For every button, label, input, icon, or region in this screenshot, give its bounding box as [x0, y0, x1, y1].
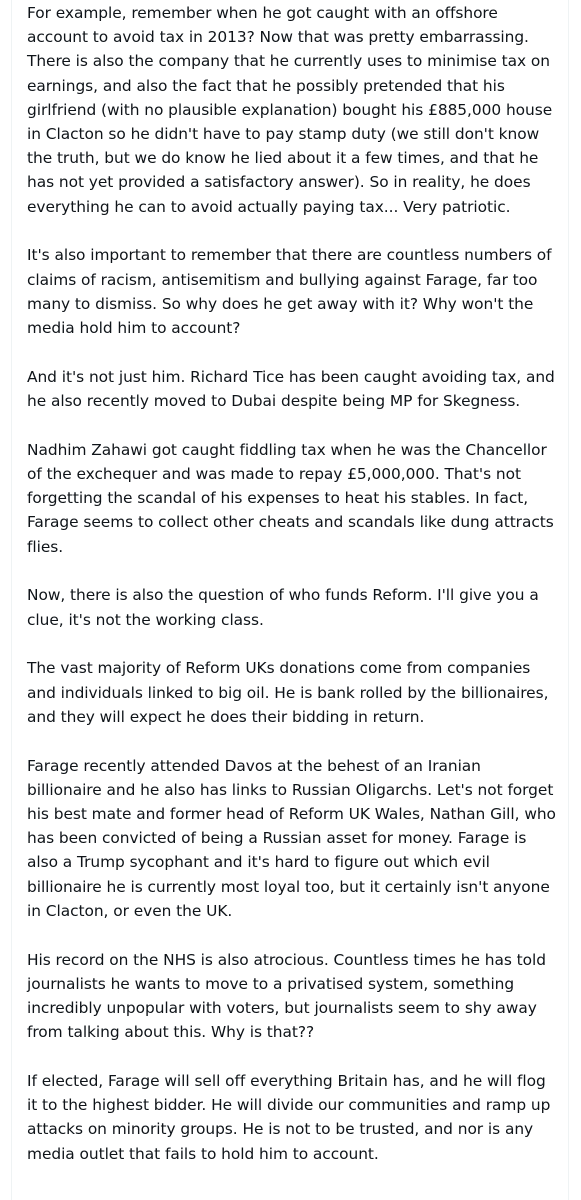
- article-paragraph: Nadhim Zahawi got caught fiddling tax when he was the Chancellor of the exchequer and was made to repay £5,000,000. That's not forgetting the scandal of his expenses to heat his stables. In fact, Farage seems to collect other cheats and scandals like dung attracts flies.: [27, 440, 554, 556]
- article-paragraph: It's also important to remember that there are countless numbers of claims of racism, antisemitism and bullying against Farage, far too many to dismiss. So why does he get away with it? Why won't the media hold him to account?: [27, 246, 552, 338]
- article-paragraph: Now, there is also the question of who funds Reform. I'll give you a clue, it's not the working class.: [27, 586, 539, 629]
- article-paragraph: The vast majority of Reform UKs donations come from companies and individuals linked to big oil. He is bank rolled by the billionaires, and they will expect he does their bidding in return.: [27, 659, 549, 726]
- article-paragraph: And it's not just him. Richard Tice has been caught avoiding tax, and he also recently moved to Dubai despite being MP for Skegness.: [27, 367, 555, 411]
- article-paragraph: His record on the NHS is also atrocious. Countless times he has told journalists he wants to move to a privatised system, something incredibly unpopular with voters, but journalists seem to shy away from talking about this. Why is that??: [27, 950, 546, 1042]
- article-paragraph: If elected, Farage will sell off everything Britain has, and he will flog it to the highest bidder. He will divide our communities and ramp up attacks on minority groups. He is not to be trusted, and nor is any media outlet that fails to hold him to account.: [27, 1072, 551, 1163]
- article-body: [27, 1, 559, 1190]
- article-paragraph: For example, remember when he got caught with an offshore account to avoid tax in 2013? Now that was pretty embarrassing. There is also the company that he currently uses to minimise tax on earnings, and also the fact that he possibly pretended that his girlfriend (with no plausible explanation) bought his £885,000 house in Clacton so he didn't have to pay stamp duty (we still don't know the truth, but we do know he lied about it a few times, and that he has not yet provided a satisfactory answer). So in reality, he does everything he can to avoid actually paying tax... Very patriotic.: [27, 4, 553, 216]
- article-paragraph: Farage recently attended Davos at the behest of an Iranian billionaire and he also has links to Russian Oligarchs. Let's not forget his best mate and former head of Reform UK Wales, Nathan Gill, who has been convicted of being a Russian asset for money. Farage is also a Trump sycophant and it's hard to figure out which evil billionaire he is currently most loyal too, but it certainly isn't anyone in Clacton, or even the UK.: [27, 756, 556, 920]
